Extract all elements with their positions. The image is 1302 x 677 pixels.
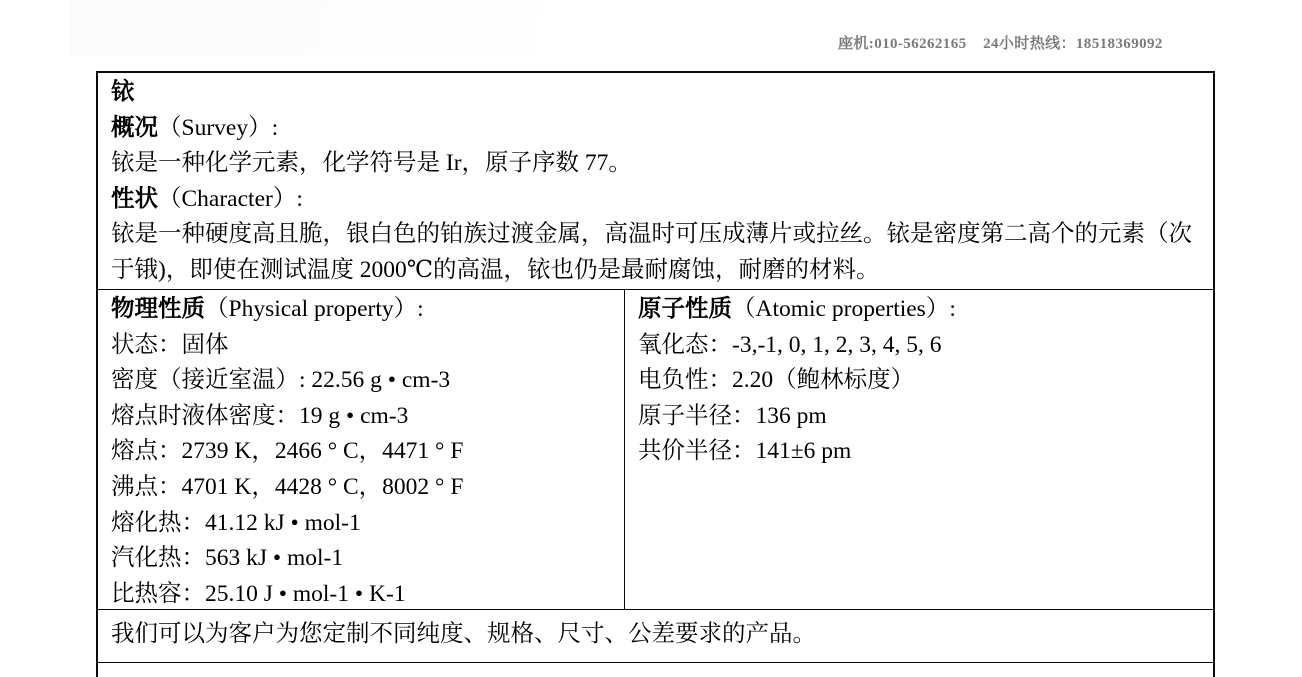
physical-heading [111, 292, 612, 328]
physical-row-heat-of-vaporization: 汽化热：563 kJ • mol-1 [111, 545, 344, 572]
contact-info: 座机:010-56262165 24小时热线：18518369092 [838, 36, 1163, 52]
custom-note-text: 我们可以为客户为您定制不同纯度、规格、尺寸、公差要求的产品。 [111, 621, 816, 647]
atomic-heading-zh: 原子性质 [638, 296, 732, 322]
physical-row-density: 密度（接近室温）: 22.56 g • cm-3 [111, 367, 451, 394]
physical-row-heat-of-fusion: 熔化热：41.12 kJ • mol-1 [111, 509, 361, 536]
physical-heading-en: （Physical property）: [205, 296, 424, 322]
atomic-row-oxidation-states: 氧化态：-3,-1, 0, 1, 2, 3, 4, 5, 6 [638, 331, 942, 358]
character-heading-zh: 性状 [111, 185, 158, 212]
character-heading-en: （Character）: [158, 185, 303, 212]
intro-section [98, 73, 1213, 290]
physical-row-specific-heat: 比热容：25.10 J • mol-1 • K-1 [111, 580, 406, 607]
survey-text: 铱是一种化学元素，化学符号是 Ir，原子序数 77。 [111, 150, 632, 177]
physical-properties-column [98, 290, 625, 609]
physical-heading-zh: 物理性质 [111, 296, 205, 322]
atomic-heading-en: （Atomic properties）: [732, 296, 956, 322]
atomic-properties-column [625, 290, 1213, 609]
character-text: 铱是一种硬度高且脆，银白色的铂族过渡金属，高温时可压成薄片或拉丝。铱是密度第二高个的元素（次于锇)，即使在测试温度 2000℃的高温，铱也仍是最耐腐蚀，耐磨的材料。 [111, 221, 1192, 283]
physical-row-melting-point: 熔点：2739 K，2466 ° C，4471 ° F [111, 438, 464, 465]
atomic-row-electronegativity: 电负性：2.20（鲍林标度） [638, 367, 915, 394]
character-heading [111, 182, 1201, 218]
scan-artifact [70, 0, 570, 55]
physical-row-liquid-density: 熔点时液体密度：19 g • cm-3 [111, 402, 409, 429]
element-title: 铱 [111, 79, 135, 105]
empty-row [98, 663, 1213, 677]
atomic-row-covalent-radius: 共价半径：141±6 pm [638, 438, 852, 465]
atomic-heading [638, 292, 1201, 328]
element-info-table [96, 71, 1215, 677]
custom-note-row [98, 610, 1213, 663]
survey-heading-en: （Survey）: [158, 114, 279, 141]
atomic-row-atomic-radius: 原子半径：136 pm [638, 402, 827, 429]
physical-row-state: 状态：固体 [111, 331, 229, 358]
survey-heading-zh: 概况 [111, 114, 158, 141]
survey-heading [111, 111, 1201, 147]
physical-row-boiling-point: 沸点：4701 K，4428 ° C，8002 ° F [111, 473, 464, 500]
properties-section [98, 290, 1213, 610]
